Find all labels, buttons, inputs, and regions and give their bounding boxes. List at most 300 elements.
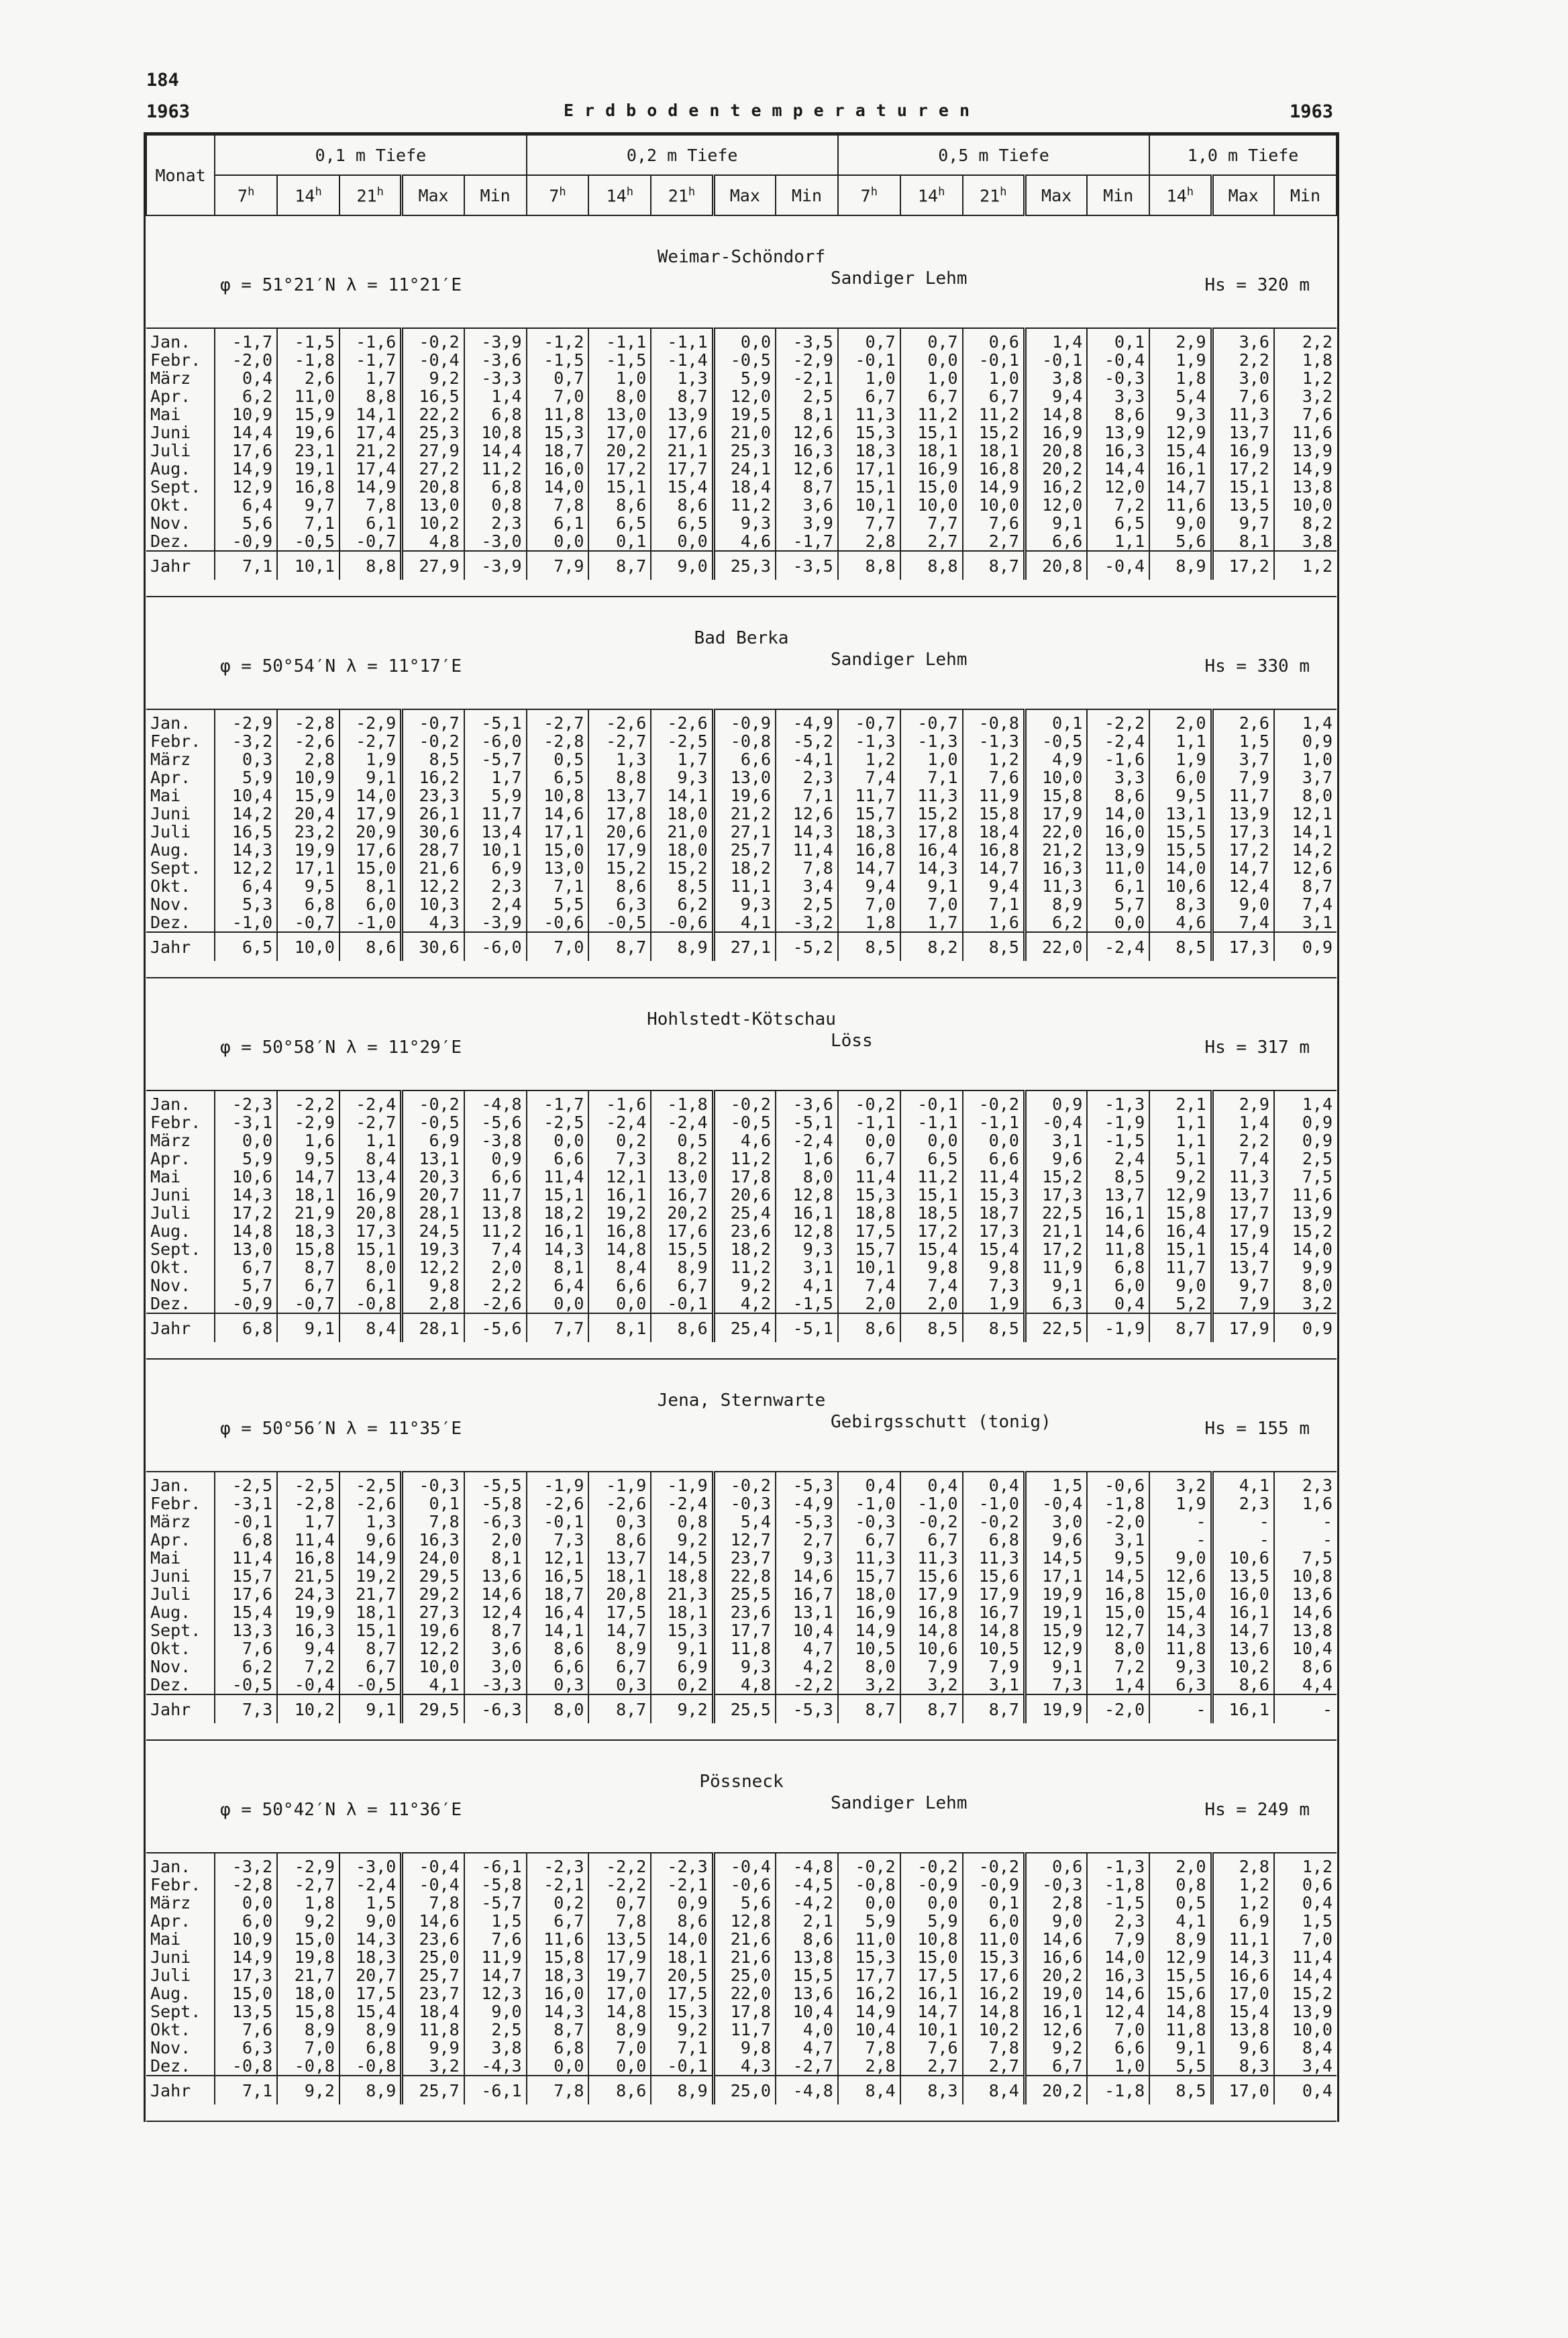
month-label: Sept.	[150, 1239, 201, 1259]
year-value-cell: 8,7	[838, 1694, 900, 1723]
value-cell: 9,3	[1149, 405, 1212, 423]
value-cell: 8,0	[1274, 1276, 1337, 1294]
value-cell: 1,7	[651, 750, 713, 768]
value-cell: -0,2	[963, 1853, 1025, 1876]
value-cell: 3,2	[1274, 387, 1337, 405]
value-cell: 16,5	[215, 823, 277, 841]
value-cell: -0,2	[963, 1513, 1025, 1531]
value-cell: 0,2	[527, 1894, 589, 1912]
value-cell: -2,7	[339, 732, 402, 750]
value-cell: 18,1	[588, 1567, 651, 1585]
value-cell: -1,8	[1087, 1876, 1149, 1894]
value-cell: 7,2	[1087, 1658, 1149, 1676]
year-value-cell: 8,5	[963, 1313, 1025, 1342]
value-cell: 2,0	[900, 1294, 963, 1313]
month-label: März	[150, 750, 191, 769]
month-label: Juni	[150, 1947, 191, 1967]
value-cell: 6,7	[838, 1531, 900, 1549]
month-label: Jan.	[150, 713, 191, 733]
value-cell: 23,6	[713, 1603, 776, 1621]
value-cell: 21,3	[651, 1585, 713, 1603]
month-row	[146, 1472, 1337, 1494]
value-cell: -4,9	[776, 709, 838, 732]
value-cell: 7,4	[1212, 1150, 1274, 1168]
month-row	[146, 1494, 1337, 1513]
value-cell: -1,3	[1087, 1090, 1149, 1113]
value-cell: 6,7	[651, 1276, 713, 1294]
value-cell: 0,8	[651, 1513, 713, 1531]
month-label: Aug.	[150, 1221, 191, 1241]
station-name: Pössneck	[699, 1772, 784, 1792]
value-cell: 0,4	[215, 369, 277, 387]
value-cell: 17,7	[1212, 1204, 1274, 1222]
value-cell: 7,1	[651, 2039, 713, 2057]
value-cell: 15,1	[900, 423, 963, 442]
value-cell: -5,2	[776, 732, 838, 750]
value-cell: 12,6	[776, 423, 838, 442]
value-cell: 5,9	[900, 1912, 963, 1930]
value-cell: 17,6	[651, 423, 713, 442]
value-cell: 12,4	[1087, 2002, 1149, 2021]
year-value-cell: 17,9	[1212, 1313, 1274, 1342]
value-cell: 11,4	[277, 1531, 339, 1549]
value-cell: 0,0	[527, 2057, 589, 2076]
value-cell: 16,2	[838, 1984, 900, 2002]
value-cell: -1,2	[527, 328, 589, 351]
value-cell: 20,3	[402, 1168, 464, 1186]
value-cell: 17,0	[588, 423, 651, 442]
month-row	[146, 786, 1337, 805]
value-cell: 9,1	[1025, 1276, 1087, 1294]
value-cell: -2,7	[527, 709, 589, 732]
value-cell: 21,1	[651, 442, 713, 460]
value-cell: 8,6	[776, 1930, 838, 1948]
value-cell: 7,9	[963, 1658, 1025, 1676]
value-cell: -1,1	[588, 328, 651, 351]
value-cell: -1,1	[963, 1113, 1025, 1131]
temperature-table	[144, 132, 1339, 2122]
value-cell: 2,0	[464, 1531, 527, 1549]
value-cell: 6,6	[464, 1168, 527, 1186]
value-cell: 14,6	[402, 1912, 464, 1930]
value-cell: 11,7	[1212, 786, 1274, 805]
value-cell: 0,0	[838, 1131, 900, 1150]
value-cell: 16,6	[1025, 1948, 1087, 1966]
value-cell: 7,3	[588, 1150, 651, 1168]
value-cell: -0,5	[339, 1676, 402, 1694]
value-cell: -2,4	[651, 1113, 713, 1131]
value-cell: -1,0	[339, 913, 402, 932]
value-cell: -2,1	[776, 369, 838, 387]
value-cell: -5,1	[464, 709, 527, 732]
value-cell: 26,1	[402, 805, 464, 823]
value-cell: 7,9	[1087, 1930, 1149, 1948]
value-cell: 6,8	[963, 1531, 1025, 1549]
value-cell: 16,1	[527, 1222, 589, 1240]
value-cell: 14,0	[339, 786, 402, 805]
value-cell: 8,5	[651, 877, 713, 895]
value-cell: 13,9	[1274, 1204, 1337, 1222]
month-label: Aug.	[150, 459, 191, 478]
value-cell: 8,1	[464, 1549, 527, 1567]
value-cell: 13,8	[1274, 1621, 1337, 1639]
value-cell: 9,6	[1212, 2039, 1274, 2057]
value-cell: -4,5	[776, 1876, 838, 1894]
value-cell: 25,3	[402, 423, 464, 442]
value-cell: 1,1	[339, 1131, 402, 1150]
value-cell: -0,2	[402, 328, 464, 351]
value-cell: 11,9	[464, 1948, 527, 1966]
value-cell: 6,5	[651, 514, 713, 532]
value-cell: 19,6	[713, 786, 776, 805]
value-cell: 18,0	[277, 1984, 339, 2002]
station-soil: Sandiger Lehm	[831, 268, 968, 289]
value-cell: 25,7	[402, 1966, 464, 1984]
value-cell: 13,0	[588, 405, 651, 423]
month-label: März	[150, 1512, 191, 1531]
value-cell: 2,7	[776, 1531, 838, 1549]
value-cell: 15,8	[277, 2002, 339, 2021]
value-cell: 5,5	[527, 895, 589, 913]
month-label: Apr.	[150, 387, 191, 406]
value-cell: 2,3	[1212, 1494, 1274, 1513]
value-cell: 17,8	[900, 823, 963, 841]
value-cell: 2,1	[776, 1912, 838, 1930]
value-cell: 19,9	[277, 841, 339, 859]
value-cell: 8,9	[1025, 895, 1087, 913]
value-cell: -	[1212, 1531, 1274, 1549]
value-cell: 18,8	[651, 1567, 713, 1585]
month-row	[146, 913, 1337, 932]
value-cell: 27,2	[402, 460, 464, 478]
value-cell: 11,6	[1274, 1186, 1337, 1204]
value-cell: 15,2	[900, 805, 963, 823]
station-height: Hs = 330 m	[1204, 656, 1310, 676]
value-cell: 2,2	[1212, 351, 1274, 369]
value-cell: 1,4	[1025, 328, 1087, 351]
value-cell: -0,1	[900, 1090, 963, 1113]
value-cell: -4,3	[464, 2057, 527, 2076]
value-cell: 0,9	[1274, 732, 1337, 750]
value-cell: -2,5	[277, 1472, 339, 1494]
value-cell: 6,8	[1087, 1258, 1149, 1276]
month-label: Sept.	[150, 2002, 201, 2021]
value-cell: -2,9	[776, 351, 838, 369]
year-value-cell: 25,4	[713, 1313, 776, 1342]
value-cell: -0,3	[402, 1472, 464, 1494]
value-cell: 13,1	[776, 1603, 838, 1621]
month-label: Aug.	[150, 1603, 191, 1622]
value-cell: -5,6	[464, 1113, 527, 1131]
value-cell: 6,0	[215, 1912, 277, 1930]
value-cell: 6,0	[339, 895, 402, 913]
value-cell: 17,9	[900, 1585, 963, 1603]
value-cell: 5,2	[1149, 1294, 1212, 1313]
header-depth-02: 0,2 m Tiefe	[527, 135, 838, 175]
value-cell: 25,5	[713, 1585, 776, 1603]
value-cell: 12,9	[1149, 1186, 1212, 1204]
value-cell: 15,3	[838, 1948, 900, 1966]
value-cell: 15,7	[838, 805, 900, 823]
value-cell: 15,2	[1025, 1168, 1087, 1186]
value-cell: -1,5	[588, 351, 651, 369]
value-cell: 8,5	[1087, 1168, 1149, 1186]
value-cell: 11,9	[1025, 1258, 1087, 1276]
value-cell: 5,9	[215, 1150, 277, 1168]
value-cell: 12,1	[588, 1168, 651, 1186]
value-cell: 15,5	[1149, 1966, 1212, 1984]
month-label: Mai	[150, 1167, 181, 1186]
value-cell: 17,3	[215, 1966, 277, 1984]
value-cell: 11,3	[963, 1549, 1025, 1567]
year-value-cell: 8,7	[900, 1694, 963, 1723]
month-label: Aug.	[150, 840, 191, 860]
value-cell: -1,5	[527, 351, 589, 369]
value-cell: 15,5	[776, 1966, 838, 1984]
value-cell: -0,7	[402, 709, 464, 732]
value-cell: 2,3	[1087, 1912, 1149, 1930]
value-cell: 17,2	[1212, 841, 1274, 859]
value-cell: 16,1	[1212, 1603, 1274, 1621]
value-cell: 7,0	[1087, 2021, 1149, 2039]
month-row	[146, 1948, 1337, 1966]
value-cell: 2,8	[838, 532, 900, 551]
value-cell: 1,1	[1087, 532, 1149, 551]
month-row	[146, 1294, 1337, 1313]
value-cell: 0,0	[1087, 913, 1149, 932]
value-cell: 7,6	[900, 2039, 963, 2057]
value-cell: 11,2	[464, 1222, 527, 1240]
value-cell: -2,8	[527, 732, 589, 750]
value-cell: -0,4	[713, 1853, 776, 1876]
value-cell: -1,9	[1087, 1113, 1149, 1131]
value-cell: 11,6	[1149, 496, 1212, 514]
value-cell: 15,1	[339, 1621, 402, 1639]
value-cell: 16,7	[776, 1585, 838, 1603]
month-label: Jan.	[150, 1476, 191, 1495]
value-cell: 7,4	[1274, 895, 1337, 913]
value-cell: 18,2	[713, 859, 776, 877]
month-row	[146, 2057, 1337, 2076]
value-cell: 12,6	[1025, 2021, 1087, 2039]
value-cell: 11,3	[900, 786, 963, 805]
year-value-cell: 8,5	[838, 932, 900, 961]
value-cell: 18,1	[339, 1603, 402, 1621]
value-cell: 22,0	[1025, 823, 1087, 841]
value-cell: 1,2	[1212, 1894, 1274, 1912]
value-cell: 29,5	[402, 1567, 464, 1585]
year-value-cell: -4,8	[776, 2076, 838, 2104]
month-row	[146, 2021, 1337, 2039]
year-value-cell: 7,1	[215, 2076, 277, 2104]
year-value-cell: 0,9	[1274, 932, 1337, 961]
value-cell: 15,8	[1149, 1204, 1212, 1222]
value-cell: 9,3	[713, 514, 776, 532]
value-cell: 6,4	[215, 496, 277, 514]
value-cell: 0,8	[1149, 1876, 1212, 1894]
value-cell: 10,3	[402, 895, 464, 913]
value-cell: 15,4	[215, 1603, 277, 1621]
month-label: Juni	[150, 1566, 191, 1586]
value-cell: 2,9	[1212, 1090, 1274, 1113]
value-cell: 14,5	[1087, 1567, 1149, 1585]
value-cell: 1,9	[963, 1294, 1025, 1313]
value-cell: 0,7	[588, 1894, 651, 1912]
value-cell: 14,8	[1025, 405, 1087, 423]
value-cell: 10,2	[1212, 1658, 1274, 1676]
station-coordinates: φ = 50°56′N λ = 11°35′E	[220, 1419, 462, 1439]
value-cell: 9,7	[1212, 1276, 1274, 1294]
value-cell: 16,4	[900, 841, 963, 859]
value-cell: 5,9	[713, 369, 776, 387]
value-cell: 11,8	[1087, 1240, 1149, 1258]
month-label: Juli	[150, 1966, 191, 1985]
value-cell: -0,9	[900, 1876, 963, 1894]
value-cell: 3,1	[1274, 913, 1337, 932]
value-cell: 15,6	[900, 1567, 963, 1585]
station-coordinates: φ = 50°42′N λ = 11°36′E	[220, 1800, 462, 1820]
year-value-cell: 8,7	[588, 932, 651, 961]
station-name: Weimar-Schöndorf	[657, 247, 826, 267]
header-monat: Monat	[146, 135, 215, 215]
month-row	[146, 1966, 1337, 1984]
value-cell: 2,0	[838, 1294, 900, 1313]
value-cell: 6,3	[1025, 1294, 1087, 1313]
value-cell: -0,9	[215, 1294, 277, 1313]
value-cell: 6,8	[464, 478, 527, 496]
month-row	[146, 732, 1337, 750]
value-cell: -0,8	[339, 2057, 402, 2076]
value-cell: 16,0	[527, 1984, 589, 2002]
month-label: Apr.	[150, 1149, 191, 1168]
value-cell: 1,7	[277, 1513, 339, 1531]
month-row	[146, 496, 1337, 514]
value-cell: 7,8	[776, 859, 838, 877]
year-value-cell: 28,1	[402, 1313, 464, 1342]
value-cell: 20,4	[277, 805, 339, 823]
value-cell: 15,8	[527, 1948, 589, 1966]
value-cell: 7,5	[1274, 1168, 1337, 1186]
value-cell: 6,7	[588, 1658, 651, 1676]
value-cell: 14,3	[339, 1930, 402, 1948]
station-header	[146, 1740, 1337, 1853]
year-value-cell: 8,6	[651, 1313, 713, 1342]
value-cell: 11,6	[527, 1930, 589, 1948]
value-cell: 8,0	[1087, 1639, 1149, 1658]
value-cell: 0,1	[1087, 328, 1149, 351]
value-cell: 16,8	[838, 841, 900, 859]
value-cell: -0,2	[838, 1090, 900, 1113]
value-cell: 5,6	[215, 514, 277, 532]
value-cell: 6,7	[838, 1150, 900, 1168]
value-cell: 10,0	[1025, 768, 1087, 786]
value-cell: 20,5	[651, 1966, 713, 1984]
month-label: Sept.	[150, 477, 201, 497]
value-cell: 14,8	[588, 1240, 651, 1258]
value-cell: 13,5	[1212, 1567, 1274, 1585]
header-01-7h: 7$^h$	[215, 175, 277, 215]
value-cell: -0,5	[277, 532, 339, 551]
value-cell: 14,2	[215, 805, 277, 823]
value-cell: 9,3	[713, 895, 776, 913]
value-cell: 7,6	[464, 1930, 527, 1948]
value-cell: 4,3	[402, 913, 464, 932]
value-cell: -2,5	[651, 732, 713, 750]
value-cell: 19,1	[277, 460, 339, 478]
value-cell: 15,2	[963, 423, 1025, 442]
header-10-14h: 14$^h$	[1149, 175, 1212, 215]
value-cell: -0,8	[215, 2057, 277, 2076]
month-row	[146, 823, 1337, 841]
value-cell: 13,5	[215, 2002, 277, 2021]
value-cell: -5,3	[776, 1472, 838, 1494]
value-cell: 24,1	[713, 460, 776, 478]
value-cell: 1,3	[339, 1513, 402, 1531]
value-cell: -2,0	[215, 351, 277, 369]
year-row	[146, 1313, 1337, 1342]
value-cell: 7,9	[1212, 768, 1274, 786]
value-cell: 17,2	[215, 1204, 277, 1222]
month-row	[146, 1240, 1337, 1258]
value-cell: -2,2	[776, 1676, 838, 1694]
station-soil: Löss	[831, 1031, 873, 1051]
value-cell: 6,0	[1149, 768, 1212, 786]
value-cell: 1,2	[1274, 1853, 1337, 1876]
value-cell: 10,4	[776, 1621, 838, 1639]
value-cell: 0,8	[464, 496, 527, 514]
value-cell: -5,8	[464, 1494, 527, 1513]
value-cell: 17,6	[215, 1585, 277, 1603]
value-cell: 15,2	[1274, 1222, 1337, 1240]
value-cell: 10,6	[1149, 877, 1212, 895]
value-cell: 15,8	[1025, 786, 1087, 805]
value-cell: 0,0	[215, 1131, 277, 1150]
value-cell: 8,8	[339, 387, 402, 405]
value-cell: 15,3	[651, 1621, 713, 1639]
value-cell: 0,0	[527, 1131, 589, 1150]
value-cell: 9,8	[900, 1258, 963, 1276]
value-cell: 14,9	[838, 1621, 900, 1639]
value-cell: -4,2	[776, 1894, 838, 1912]
month-row	[146, 1258, 1337, 1276]
value-cell: 23,7	[713, 1549, 776, 1567]
year-value-cell: 0,4	[1274, 2076, 1337, 2104]
value-cell: 2,2	[464, 1276, 527, 1294]
value-cell: 17,6	[339, 841, 402, 859]
value-cell: 0,6	[1274, 1876, 1337, 1894]
value-cell: 14,5	[651, 1549, 713, 1567]
value-cell: 20,2	[651, 1204, 713, 1222]
value-cell: -2,8	[277, 709, 339, 732]
value-cell: 9,5	[1149, 786, 1212, 805]
value-cell: 13,7	[1087, 1186, 1149, 1204]
value-cell: 12,9	[215, 478, 277, 496]
value-cell: -2,9	[215, 709, 277, 732]
value-cell: 6,1	[339, 1276, 402, 1294]
value-cell: 16,2	[963, 1984, 1025, 2002]
year-value-cell: -2,0	[1087, 1694, 1149, 1723]
value-cell: 9,8	[713, 2039, 776, 2057]
value-cell: 0,5	[1149, 1894, 1212, 1912]
header-02-21h: 21$^h$	[651, 175, 713, 215]
value-cell: 15,9	[1025, 1621, 1087, 1639]
value-cell: 13,5	[588, 1930, 651, 1948]
year-value-cell: 19,9	[1025, 1694, 1087, 1723]
value-cell: 8,1	[527, 1258, 589, 1276]
value-cell: 14,8	[1149, 2002, 1212, 2021]
value-cell: 0,9	[1025, 1090, 1087, 1113]
value-cell: 5,3	[215, 895, 277, 913]
